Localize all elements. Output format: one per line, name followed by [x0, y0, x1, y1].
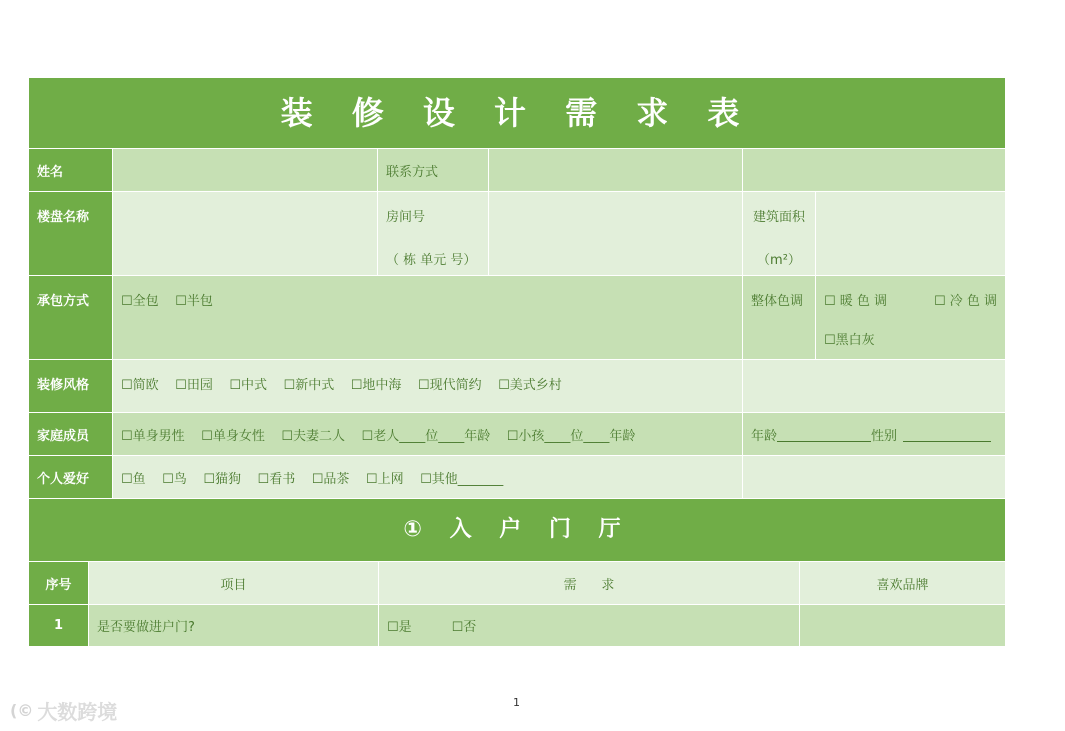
style-extra-field[interactable] [743, 360, 1005, 412]
style-options[interactable]: ☐简欧 ☐田园 ☐中式 ☐新中式 ☐地中海 ☐现代简约 ☐美式乡村 [113, 360, 743, 412]
no-option[interactable]: ☐否 [451, 620, 477, 635]
tone-warm-option[interactable]: ☐ 暖 色 调 [824, 294, 888, 309]
age-label: 年龄 [751, 428, 778, 444]
header-index: 序号 [29, 562, 89, 604]
style-label: 装修风格 [29, 360, 113, 412]
page-number: 1 [513, 696, 520, 709]
section-header-row [29, 562, 1005, 605]
header-need: 需 求 [379, 562, 800, 604]
tone-cool-option[interactable]: ☐ 冷 色 调 [933, 294, 997, 309]
table-row [29, 605, 1005, 647]
header-item: 项目 [89, 562, 379, 604]
row-item: 是否要做进户门? [89, 605, 379, 646]
area-label-cell [743, 192, 816, 275]
area-label: 建筑面积 [752, 210, 805, 225]
contract-label: 承包方式 [29, 276, 113, 359]
area-field[interactable] [816, 192, 1005, 275]
row-family [29, 413, 1005, 456]
room-label: 房间号 [386, 210, 426, 225]
row-brand-field[interactable] [800, 605, 1005, 646]
building-field[interactable] [113, 192, 378, 275]
contact-field[interactable] [489, 149, 743, 191]
room-field[interactable] [489, 192, 743, 275]
row-style [29, 360, 1005, 413]
age-blank[interactable] [777, 427, 871, 442]
name-label: 姓名 [29, 149, 113, 191]
watermark [10, 696, 117, 725]
name-field[interactable] [113, 149, 378, 191]
gender-label: 性别 [871, 428, 898, 444]
form-title: 装 修 设 计 需 求 表 [29, 78, 1005, 149]
yes-option[interactable]: ☐是 [387, 620, 412, 635]
family-options[interactable]: ☐单身男性 ☐单身女性 ☐夫妻二人 ☐老人____位____年龄 ☐小孩____位____年龄 [113, 413, 743, 455]
header-brand: 喜欢品牌 [800, 562, 1005, 604]
hobby-options[interactable]: ☐鱼 ☐鸟 ☐猫狗 ☐看书 ☐品茶 ☐上网 ☐其他_______ [113, 456, 743, 498]
row-hobby [29, 456, 1005, 499]
hobby-extra-field[interactable] [743, 456, 1005, 498]
tone-options [816, 276, 1005, 359]
contact-extra-field[interactable] [743, 149, 1005, 191]
tone-bw-option[interactable]: ☐黑白灰 [824, 333, 875, 348]
row-need [379, 605, 800, 646]
watermark-logo-icon: (© [10, 701, 34, 720]
family-label: 家庭成员 [29, 413, 113, 455]
contact-label: 联系方式 [378, 149, 489, 191]
area-unit: （m²） [757, 253, 801, 268]
row-name [29, 149, 1005, 192]
section-entrance-title: ① 入 户 门 厅 [29, 499, 1005, 562]
gender-blank[interactable] [903, 427, 991, 442]
contract-options[interactable]: ☐全包 ☐半包 [113, 276, 743, 359]
row-contract [29, 276, 1005, 360]
row-index: 1 [29, 605, 89, 646]
watermark-text: 大数跨境 [37, 700, 118, 724]
room-hint: （ 栋 单元 号） [386, 253, 477, 268]
row-building [29, 192, 1005, 276]
hobby-label: 个人爱好 [29, 456, 113, 498]
design-requirement-form [29, 78, 1005, 647]
age-gender-cell [743, 413, 1005, 455]
building-label: 楼盘名称 [29, 192, 113, 275]
tone-label: 整体色调 [743, 276, 816, 359]
room-label-cell [378, 192, 489, 275]
